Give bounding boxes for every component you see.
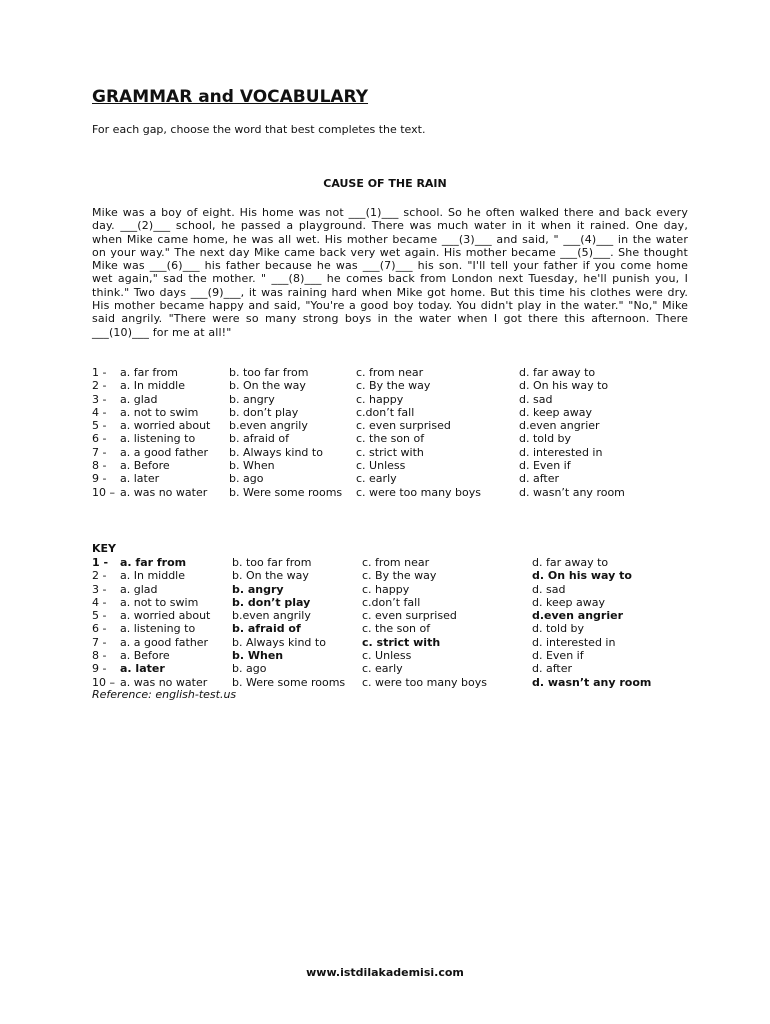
question-option-d: d. wasn’t any room	[519, 485, 625, 499]
question-option-d: d. keep away	[519, 405, 592, 419]
key-option-c: c. Unless	[362, 649, 412, 663]
question-number: 1 -	[92, 366, 107, 379]
question-option-b: b. angry	[229, 392, 275, 406]
question-option-b: b. On the way	[229, 379, 306, 393]
question-number: 8 -	[92, 459, 107, 473]
question-number: 5 -	[92, 419, 107, 433]
question-option-d: d. Even if	[519, 459, 571, 473]
question-option-d: d. sad	[519, 392, 553, 406]
story-text: Mike was a boy of eight. His home was not ___(1)___ school. So he often walked there and back every day. ___(2)___ school, he passed a playground. There was much water in it when it rained. One day, when Mike came home, he was all wet. His mother became ___(3)___ and said, " ___(4)___ in the water on your way." The next day Mike came back very wet again. His mother became ___(5)___. She thought Mike was ___(6)___ his father because he was ___(7)___ his son. "I'll tell your father if you come home wet again," sad the mother. " ___(8)___ he comes back from London next Tuesday, he'll punish you, I think." Two days ___(9)___, it was raining hard when Mike got home. But this time his clothes were dry. His mother became happy and said, "You're a good boy today. You didn't play in the water." "No," Mike said angrily. "There were so many strong boys in the water when I got there this afternoon. There ___(10)___ for me at all!"	[92, 206, 688, 339]
question-option-b: b.even angrily	[229, 419, 308, 433]
footer-website: www.istdilakademisi.com	[306, 966, 464, 979]
key-option-a: a. Before	[120, 649, 170, 663]
key-option-c: c. from near	[362, 556, 430, 569]
page-title: GRAMMAR and VOCABULARY	[92, 87, 369, 107]
key-number: 6 -	[92, 622, 107, 636]
key-number: 9 -	[92, 662, 107, 676]
key-option-b: b. Were some rooms	[232, 675, 346, 689]
key-option-a: a. listening to	[120, 622, 196, 636]
key-option-d: d. told by	[532, 622, 585, 636]
question-number: 3 -	[92, 392, 107, 406]
key-option-b: b. angry	[232, 582, 284, 596]
key-option-d: d. wasn’t any room	[532, 675, 652, 689]
question-option-b: b. too far from	[229, 366, 309, 379]
question-option-c: c. were too many boys	[356, 485, 482, 499]
key-option-d: d.even angrier	[532, 609, 624, 623]
key-option-d: d. far away to	[532, 556, 609, 569]
key-number: 4 -	[92, 595, 107, 609]
key-option-d: d. interested in	[532, 635, 616, 649]
key-option-a: a. far from	[120, 556, 187, 569]
question-number: 2 -	[92, 379, 107, 393]
instruction-text: For each gap, choose the word that best completes the text.	[92, 123, 426, 136]
key-option-c: c. even surprised	[362, 609, 457, 623]
key-option-c: c. By the way	[362, 569, 437, 583]
question-option-d: d. On his way to	[519, 379, 609, 393]
key-option-c: c. the son of	[362, 622, 431, 636]
question-option-c: c.don’t fall	[356, 405, 415, 419]
key-number: 1 -	[92, 556, 109, 569]
question-option-d: d. interested in	[519, 445, 603, 459]
key-option-b: b. too far from	[232, 556, 312, 569]
question-option-a: a. Before	[120, 459, 170, 473]
question-option-b: b. Always kind to	[229, 445, 323, 459]
key-option-b: b.even angrily	[232, 609, 311, 623]
question-option-c: c. strict with	[356, 445, 424, 459]
key-option-c: c. early	[362, 662, 403, 676]
key-number: 2 -	[92, 569, 107, 583]
key-option-c: c. happy	[362, 582, 410, 596]
question-option-d: d.even angrier	[519, 419, 600, 433]
question-option-c: c. early	[356, 472, 397, 486]
question-option-a: a. was no water	[120, 485, 208, 499]
question-option-a: a. worried about	[120, 419, 211, 433]
story-title: CAUSE OF THE RAIN	[323, 177, 447, 190]
question-option-a: a. far from	[120, 366, 178, 379]
question-option-a: a. In middle	[120, 379, 186, 393]
key-label: KEY	[92, 542, 117, 555]
question-option-b: b. When	[229, 459, 275, 473]
key-option-b: b. Always kind to	[232, 635, 326, 649]
key-option-a: a. glad	[120, 582, 158, 596]
question-option-b: b. ago	[229, 472, 264, 486]
key-number: 8 -	[92, 649, 107, 663]
question-option-a: a. glad	[120, 392, 158, 406]
key-option-d: d. Even if	[532, 649, 584, 663]
question-option-d: d. after	[519, 472, 559, 486]
question-option-d: d. told by	[519, 432, 572, 446]
key-option-b: b. don’t play	[232, 595, 311, 609]
key-option-a: a. In middle	[120, 569, 186, 583]
key-option-b: b. ago	[232, 662, 267, 676]
question-option-c: c. happy	[356, 392, 404, 406]
key-number: 10 –	[92, 675, 115, 689]
question-option-c: c. the son of	[356, 432, 425, 446]
question-option-c: c. Unless	[356, 459, 406, 473]
key-option-c: c. strict with	[362, 635, 441, 649]
key-option-c: c.don’t fall	[362, 595, 421, 609]
key-option-d: d. On his way to	[532, 569, 632, 583]
key-option-a: a. a good father	[120, 635, 209, 649]
key-number: 7 -	[92, 635, 107, 649]
key-option-b: b. When	[232, 649, 284, 663]
key-number: 3 -	[92, 582, 107, 596]
question-number: 10 –	[92, 485, 115, 499]
key-option-a: a. not to swim	[120, 595, 199, 609]
key-option-a: a. was no water	[120, 675, 208, 689]
key-option-d: d. after	[532, 662, 572, 676]
question-option-c: c. from near	[356, 366, 424, 379]
question-option-a: a. not to swim	[120, 405, 199, 419]
question-option-d: d. far away to	[519, 366, 596, 379]
question-number: 9 -	[92, 472, 107, 486]
key-option-c: c. were too many boys	[362, 675, 488, 689]
question-number: 4 -	[92, 405, 107, 419]
key-option-d: d. keep away	[532, 595, 605, 609]
key-option-a: a. later	[120, 662, 165, 676]
key-option-b: b. afraid of	[232, 622, 301, 636]
question-option-b: b. Were some rooms	[229, 485, 343, 499]
key-option-b: b. On the way	[232, 569, 309, 583]
question-option-a: a. listening to	[120, 432, 196, 446]
question-option-b: b. don’t play	[229, 405, 299, 419]
question-number: 7 -	[92, 445, 107, 459]
key-number: 5 -	[92, 609, 107, 623]
key-option-d: d. sad	[532, 582, 566, 596]
question-option-a: a. a good father	[120, 445, 209, 459]
reference-text: Reference: english-test.us	[92, 688, 237, 701]
key-option-a: a. worried about	[120, 609, 211, 623]
question-option-c: c. By the way	[356, 379, 431, 393]
question-number: 6 -	[92, 432, 107, 446]
question-option-a: a. later	[120, 472, 160, 486]
question-option-c: c. even surprised	[356, 419, 451, 433]
question-option-b: b. afraid of	[229, 432, 289, 446]
